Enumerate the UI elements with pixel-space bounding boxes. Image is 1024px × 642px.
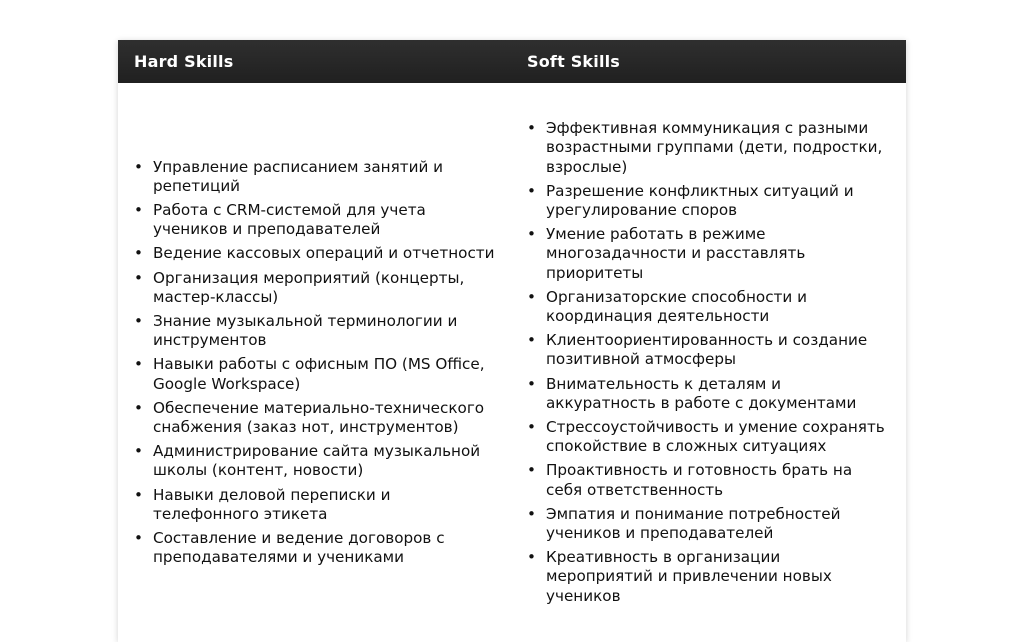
list-item bbox=[527, 225, 889, 283]
list-item bbox=[527, 461, 889, 499]
soft-skills-column bbox=[527, 83, 889, 642]
header-soft-skills: Soft Skills bbox=[527, 52, 621, 71]
soft-skill-text: Внимательность к деталям и аккуратность в работе с документами bbox=[546, 374, 857, 412]
bullet-icon: • bbox=[134, 485, 143, 504]
table-header bbox=[118, 40, 906, 83]
list-item bbox=[527, 182, 889, 220]
list-item bbox=[527, 418, 889, 456]
hard-skill-text: Навыки деловой переписки и телефонного этикета bbox=[153, 485, 391, 523]
bullet-icon: • bbox=[527, 418, 536, 436]
bullet-icon: • bbox=[527, 225, 536, 244]
soft-skill-text: Умение работать в режиме многозадачности и расставлять приоритеты bbox=[546, 225, 806, 282]
soft-skill-text: Организаторские способности и координация деятельности bbox=[546, 287, 807, 325]
bullet-icon: • bbox=[527, 504, 536, 523]
bullet-icon: • bbox=[527, 181, 536, 200]
list-item bbox=[134, 312, 496, 350]
bullet-icon: • bbox=[134, 268, 143, 287]
bullet-icon: • bbox=[527, 548, 536, 567]
soft-skill-text: Эмпатия и понимание потребностей учеников и преподавателей bbox=[546, 504, 841, 543]
list-item bbox=[134, 529, 496, 567]
list-item bbox=[134, 442, 496, 480]
hard-skill-text: Навыки работы с офисным ПО (MS Office, Google Workspace) bbox=[153, 355, 485, 393]
list-item bbox=[527, 548, 889, 606]
hard-skill-text: Управление расписанием занятий и репетиций bbox=[153, 157, 444, 195]
bullet-icon: • bbox=[134, 529, 143, 548]
soft-skill-text: Эффективная коммуникация с разными возрастными группами (дети, подростки, взрослые) bbox=[546, 119, 883, 176]
hard-skill-text: Ведение кассовых операций и отчетности bbox=[153, 244, 495, 263]
soft-skill-text: Разрешение конфликтных ситуаций и урегулирование споров bbox=[546, 181, 854, 219]
hard-skill-text: Знание музыкальной терминологии и инструментов bbox=[153, 311, 458, 350]
hard-skill-text: Организация мероприятий (концерты, мастер-классы) bbox=[153, 268, 465, 306]
bullet-icon: • bbox=[134, 157, 143, 176]
soft-skill-text: Стрессоустойчивость и умение сохранять спокойствие в сложных ситуациях bbox=[546, 418, 885, 456]
soft-skill-text: Проактивность и готовность брать на себя ответственность bbox=[546, 461, 853, 499]
list-item bbox=[527, 331, 889, 369]
bullet-icon: • bbox=[527, 331, 536, 350]
bullet-icon: • bbox=[134, 244, 143, 263]
list-item bbox=[527, 375, 889, 413]
soft-skills-list bbox=[527, 119, 889, 606]
hard-skill-text: Составление и ведение договоров с преподавателями и учениками bbox=[153, 529, 445, 567]
bullet-icon: • bbox=[134, 311, 143, 330]
list-item bbox=[134, 355, 496, 393]
header-hard-skills: Hard Skills bbox=[134, 52, 234, 71]
soft-skill-text: Клиентоориентированность и создание позитивной атмосферы bbox=[546, 331, 868, 369]
soft-skill-text: Креативность в организации мероприятий и привлечении новых учеников bbox=[546, 548, 832, 605]
list-item bbox=[134, 486, 496, 524]
bullet-icon: • bbox=[134, 398, 143, 417]
list-item bbox=[134, 399, 496, 437]
list-item bbox=[527, 288, 889, 326]
list-item bbox=[134, 201, 496, 239]
hard-skills-column bbox=[134, 83, 496, 642]
bullet-icon: • bbox=[527, 287, 536, 306]
bullet-icon: • bbox=[527, 374, 536, 393]
hard-skill-text: Обеспечение материально-технического снабжения (заказ нот, инструментов) bbox=[153, 398, 485, 436]
list-item bbox=[134, 269, 496, 307]
list-item bbox=[527, 119, 889, 177]
bullet-icon: • bbox=[134, 442, 143, 461]
bullet-icon: • bbox=[527, 461, 536, 480]
list-item bbox=[134, 244, 496, 263]
list-item bbox=[134, 158, 496, 196]
list-item bbox=[527, 505, 889, 543]
bullet-icon: • bbox=[527, 119, 536, 138]
skills-table bbox=[118, 40, 906, 642]
hard-skills-list bbox=[134, 158, 496, 568]
bullet-icon: • bbox=[134, 355, 143, 374]
hard-skill-text: Работа с CRM-системой для учета учеников и преподавателей bbox=[153, 200, 426, 239]
bullet-icon: • bbox=[134, 200, 143, 219]
hard-skill-text: Администрирование сайта музыкальной школы (контент, новости) bbox=[153, 442, 481, 480]
